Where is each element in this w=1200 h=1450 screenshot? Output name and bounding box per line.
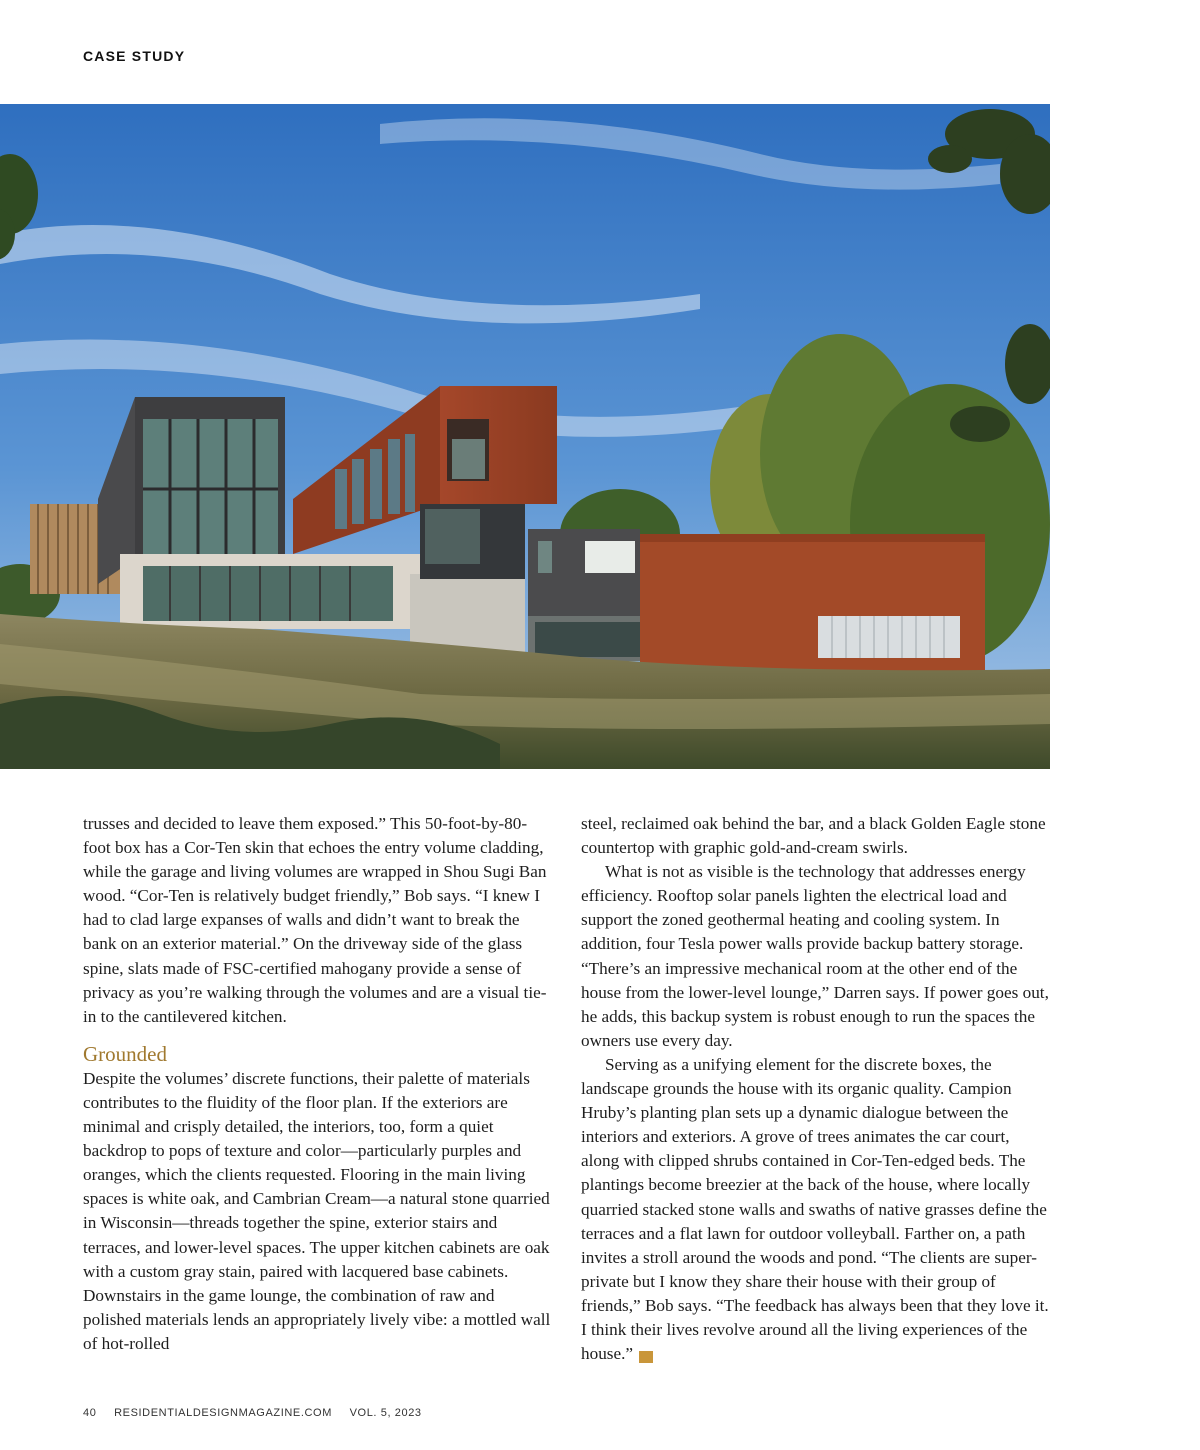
section-kicker: CASE STUDY: [83, 48, 186, 64]
body-paragraph: What is not as visible is the technology that addresses energy efficiency. Rooftop solar panels lighten the electrical load and support the zoned geothermal heating and cooling system. In addition, four Tesla power walls provide backup battery storage. “There’s an impressive mechanical room at the other end of the house from the lower-level lounge,” Darren says. If power goes out, he adds, this backup system is robust enough to run the spaces the owners use every day.: [581, 862, 1049, 1050]
glass-wall: [143, 419, 278, 554]
footer-issue: VOL. 5, 2023: [349, 1407, 422, 1419]
body-paragraph-final: [581, 1053, 1051, 1366]
page-footer: [83, 1407, 436, 1419]
corten-window-glass: [452, 439, 485, 479]
body-paragraph: Despite the volumes’ discrete functions, their palette of materials contributes to the fluidity of the floor plan. If the exteriors are minimal and crisply detailed, the interiors, too, form a quiet backdrop to pops of texture and color—particularly purples and oranges, which the clients requested. Flooring in the main living spaces is white oak, and Cambrian Cream—a natural stone quarried in Wisconsin—threads together the spine, exterior stairs and terraces, and lower-level spaces. The upper kitchen cabinets are oak with a custom gray stain, paired with lacquered base cabinets. Downstairs in the game lounge, the combination of raw and polished materials lends an appropriately lively vibe: a mottled wall of hot-rolled: [83, 1068, 551, 1353]
tower-glass: [425, 509, 480, 564]
body-paragraph: trusses and decided to leave them exposed.” This 50-foot-by-80-foot box has a Cor-Ten skin that echoes the entry volume cladding, while the garage and living volumes are wrapped in Shou Sugi Ban wood. “Cor-Ten is relatively budget friendly,” Bob says. “I knew I had to clad large expanses of walls and didn’t want to break the bank on an exterior material.” On the driveway side of the glass spine, slats made of FSC-certified mahogany provide a sense of privacy as you’re walking through the volumes and are a visual tie-in to the cantilevered kitchen.: [83, 814, 547, 1026]
right-window: [585, 541, 635, 573]
corten-box-top: [640, 534, 985, 542]
page-number: 40: [83, 1407, 97, 1419]
footer-site: RESIDENTIALDESIGNMAGAZINE.COM: [114, 1407, 332, 1419]
body-paragraph-text: Serving as a unifying element for the discrete boxes, the landscape grounds the house with its organic quality. Campion Hruby’s planting plan sets up a dynamic dialogue between the interiors and exteriors. A grove of trees animates the car court, along with clipped shrubs contained in Cor-Ten-edged beds. The plantings become breezier at the back of the house, where locally quarried stacked stone walls and swaths of native grasses define the terraces and a flat lawn for outdoor volleyball. Farther on, a path invites a stroll around the woods and pond. “The clients are super-private but I know they share their house with their group of friends,” Bob says. “The feedback has always been that they love it. I think their lives revolve around all the living experiences of the house.”: [581, 1054, 1049, 1364]
body-paragraph: steel, reclaimed oak behind the bar, and a black Golden Eagle stone countertop with graphic gold-and-cream swirls.: [581, 814, 1046, 858]
right-window-2: [538, 541, 552, 573]
section-subhead: Grounded: [83, 1041, 167, 1066]
end-mark-icon: RD: [639, 1351, 653, 1363]
hero-photo: [0, 104, 1050, 769]
column-right: [581, 812, 1051, 1366]
corten-box-window: [818, 616, 960, 658]
lower-glass: [143, 566, 393, 621]
column-left: [83, 812, 553, 1356]
